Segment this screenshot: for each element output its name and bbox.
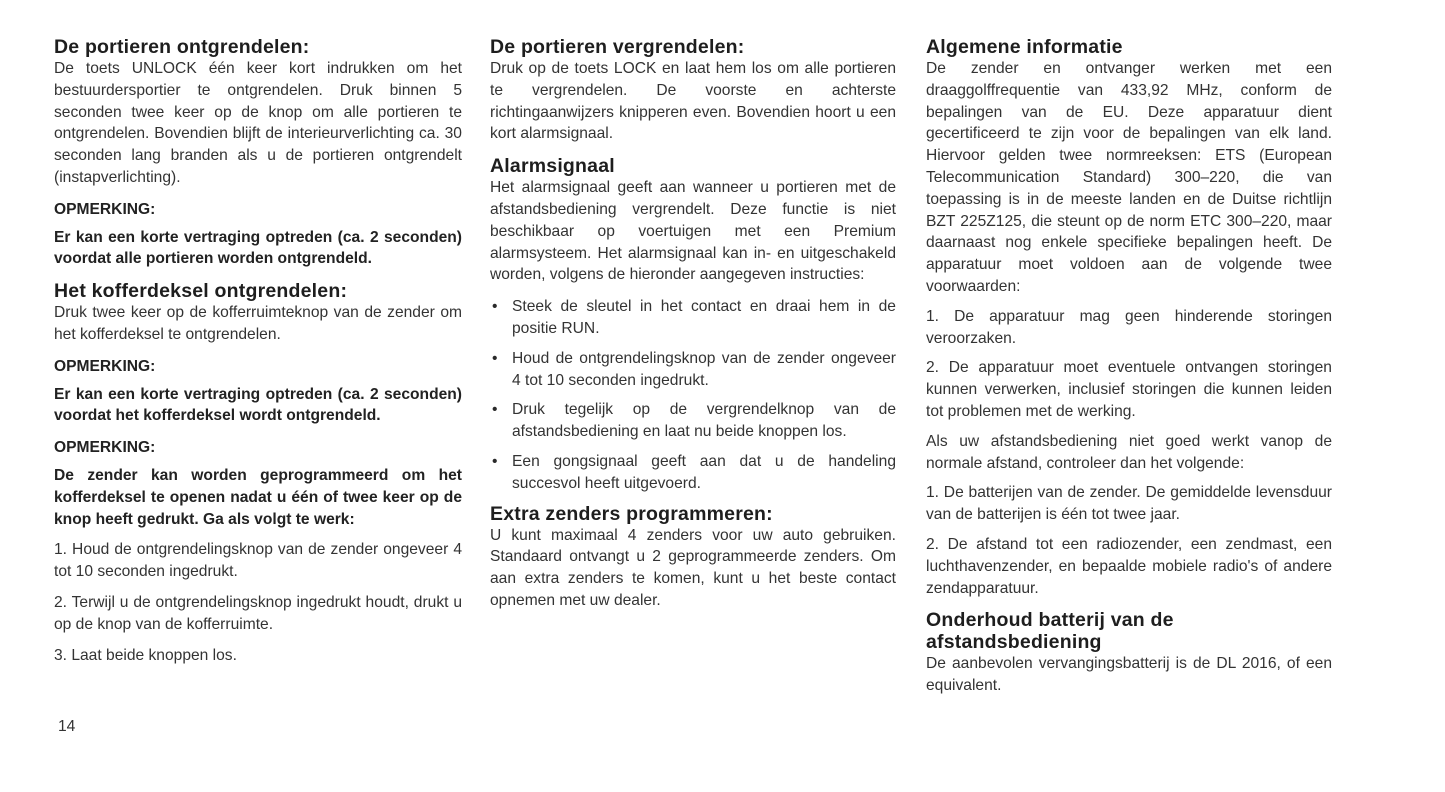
text-alarm-signal: Het alarmsignaal geeft aan wanneer u portieren met de afstandsbediening vergrendelt. Deze functie is niet beschikbaar op voertuigen met een Premium alarmsysteem. Het alarmsignaal kan in- en uitgeschakeld worden, volgens de hieronder aangegeven instructies: bbox=[490, 179, 896, 284]
heading-general-info: Algemene informatie bbox=[926, 36, 1123, 58]
text-general-info: De zender en ontvanger werken met een draaggolffrequentie van 433,92 MHz, conform de bepalingen van de EU. Deze apparatuur dient gecertificeerd te zijn voor de bepalingen van elk land. Hiervoor gelden twee normreeksen: ETS (European Telecommunication Standard) 300–220, die van toepassing is in de meeste landen en de Duitse richtlijn BZT 225Z125, die steunt op de norm ETC 300–220, maar daarnaast nog enkele specifieke bepalingen heeft. De apparatuur moet voldoen aan de volgende twee voorwaarden: bbox=[926, 60, 1332, 295]
bullet-icon: • bbox=[492, 298, 498, 316]
text-unlock-doors: De toets UNLOCK één keer kort indrukken om het bestuurdersportier te ontgrendelen. Druk binnen 5 seconden twee keer op de knop om alle portieren te ontgrendelen. Bovendien blijft de interieurverlichting ca. 30 seconden lang branden als u de portieren ontgrendelt (instapverlichting). bbox=[54, 60, 462, 186]
condition-item: 1. De apparatuur mag geen hinderende storingen veroorzaken. bbox=[926, 307, 1332, 347]
right-column bbox=[926, 36, 1332, 697]
note-label: OPMERKING: bbox=[54, 200, 156, 218]
middle-column bbox=[490, 36, 896, 612]
text-lock-doors: Druk op de toets LOCK en laat hem los om alle portieren te vergrendelen. De voorste en achterste richtingaanwijzers knipperen even. Bovendien hoort u een kort alarmsignaal. bbox=[490, 60, 896, 143]
note-text: De zender kan worden geprogrammeerd om het kofferdeksel te openen nadat u één of twee keer op de knop heeft gedrukt. Ga als volgt te werk: bbox=[54, 466, 462, 528]
heading-extra-transmitters: Extra zenders programmeren: bbox=[490, 502, 773, 525]
left-column bbox=[54, 36, 462, 666]
list-item: • Houd de ontgrendelingsknop van de zender ongeveer 4 tot 10 seconden ingedrukt. bbox=[492, 349, 896, 389]
list-item: 1. Houd de ontgrendelingsknop van de zender ongeveer 4 tot 10 seconden ingedrukt. bbox=[54, 541, 462, 581]
check-item: 1. De batterijen van de zender. De gemiddelde levensduur van de batterijen is één tot twee jaar. bbox=[926, 484, 1332, 524]
list-item: 2. Terwijl u de ontgrendelingsknop ingedrukt houdt, drukt u op de knop van de kofferruimte. bbox=[54, 593, 462, 633]
bullet-icon: • bbox=[492, 401, 498, 419]
heading-battery-maintenance: Onderhoud batterij van de afstandsbediening bbox=[926, 609, 1174, 654]
heading-unlock-trunk: Het kofferdeksel ontgrendelen: bbox=[54, 280, 348, 303]
heading-unlock-doors: De portieren ontgrendelen: bbox=[54, 36, 310, 58]
text-check-intro: Als uw afstandsbediening niet goed werkt vanop de normale afstand, controleer dan het volgende: bbox=[926, 432, 1332, 472]
bullet-icon: • bbox=[492, 452, 498, 470]
list-item: 3. Laat beide knoppen los. bbox=[54, 646, 237, 664]
trunk-program-steps bbox=[54, 539, 462, 666]
alarm-instructions bbox=[490, 296, 896, 494]
note-text: Er kan een korte vertraging optreden (ca. 2 seconden) voordat het kofferdeksel wordt ontgrendeld. bbox=[54, 385, 462, 425]
text-unlock-trunk: Druk twee keer op de kofferruimteknop van de zender om het kofferdeksel te ontgrendelen. bbox=[54, 304, 462, 343]
text-battery-maintenance: De aanbevolen vervangingsbatterij is de DL 2016, of een equivalent. bbox=[926, 655, 1332, 695]
list-item: • Steek de sleutel in het contact en draai hem in de positie RUN. bbox=[492, 298, 896, 337]
list-item: • Een gongsignaal geeft aan dat u de handeling succesvol heeft uitgevoerd. bbox=[492, 452, 896, 492]
heading-lock-doors: De portieren vergrendelen: bbox=[490, 36, 745, 58]
heading-alarm-signal: Alarmsignaal bbox=[490, 155, 615, 178]
note-label: OPMERKING: bbox=[54, 439, 156, 457]
check-item: 2. De afstand tot een radiozender, een zendmast, een luchthavenzender, en bepaalde mobiele radio's of andere zendapparatuur. bbox=[926, 535, 1332, 597]
bullet-icon: • bbox=[492, 349, 498, 367]
page-number: 14 bbox=[58, 718, 76, 735]
list-item: • Druk tegelijk op de vergrendelknop van de afstandsbediening en laat nu beide knoppen los. bbox=[492, 401, 896, 441]
note-label: OPMERKING: bbox=[54, 357, 156, 375]
note-text: Er kan een korte vertraging optreden (ca. 2 seconden) voordat alle portieren worden ontgrendeld. bbox=[54, 228, 462, 268]
condition-item: 2. De apparatuur moet eventuele ontvangen storingen kunnen verwerken, inclusief storingen die kunnen leiden tot problemen met de werking. bbox=[926, 359, 1332, 420]
text-extra-transmitters: U kunt maximaal 4 zenders voor uw auto gebruiken. Standaard ontvangt u 2 geprogrammeerde zenders. Om aan extra zenders te komen, kunt u het beste contact opnemen met uw dealer. bbox=[490, 526, 896, 609]
